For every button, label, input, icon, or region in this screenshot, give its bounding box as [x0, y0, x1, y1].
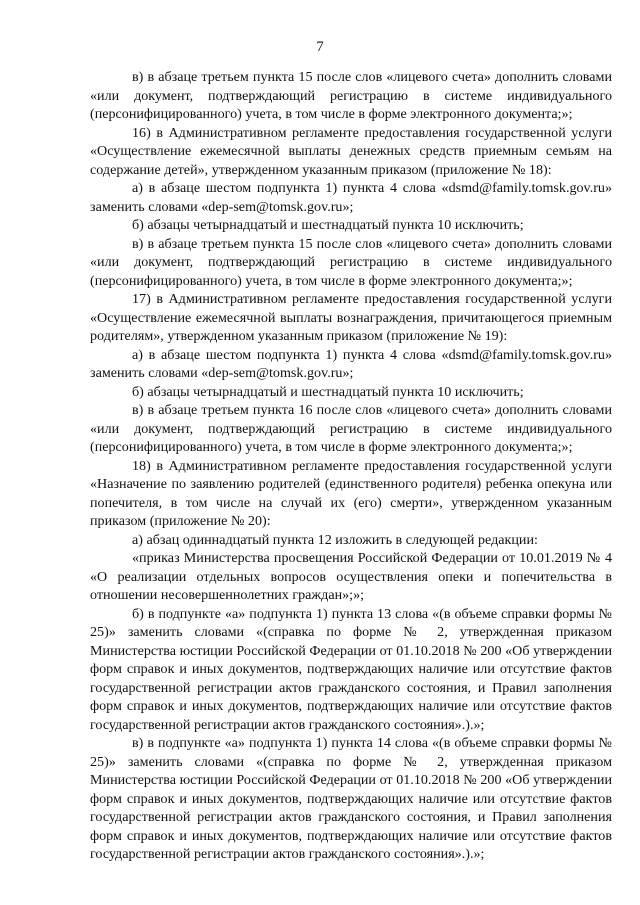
paragraph-17-b: б) абзацы четырнадцатый и шестнадцатый пункта 10 исключить;: [132, 383, 524, 400]
paragraph-16-a: а) в абзаце шестом подпункта 1) пункта 4 слова «dsmd@family.tomsk.gov.ru» заменить словами «dep-sem@tomsk.gov.ru»;: [90, 180, 612, 215]
paragraph-15-v: в) в абзаце третьем пункта 15 после слов «лицевого счета» дополнить словами «или документ, подтверждающий регистрацию в системе индивидуального (персонифицированного) учета, в том числе в форме электронного документа;»;: [90, 69, 612, 122]
paragraph-16-v: в) в абзаце третьем пункта 15 после слов «лицевого счета» дополнить словами «или документ, подтверждающий регистрацию в системе индивидуального (персонифицированного) учета, в том числе в форме электронного документа;»;: [90, 235, 612, 289]
document-body: [90, 68, 612, 864]
paragraph-17-v: в) в абзаце третьем пункта 16 после слов «лицевого счета» дополнить словами «или документ, подтверждающий регистрацию в системе индивидуального (персонифицированного) учета, в том числе в форме электронного документа;»;: [90, 402, 612, 455]
paragraph-18: 18) в Административном регламенте предоставления государственной услуги «Назначение по заявлению родителей (единственного родителя) ребенка опекуна или попечителя, в том числе на случай их (его) смерти», утвержденном указанным приказом (приложение № 20):: [90, 457, 612, 529]
paragraph-16-b: б) абзацы четырнадцатый и шестнадцатый пункта 10 исключить;: [132, 217, 524, 233]
paragraph-18-a: а) абзац одиннадцатый пункта 12 изложить в следующей редакции:: [132, 531, 538, 548]
paragraph-17-a: а) в абзаце шестом подпункта 1) пункта 4 слова «dsmd@family.tomsk.gov.ru» заменить словами «dep-sem@tomsk.gov.ru»;: [90, 346, 612, 381]
paragraph-18-b: б) в подпункте «а» подпункта 1) пункта 13 слова «(в объеме справки формы № 25)» заменить словами «(справка по форме № 2, утвержденная приказом Министерства юстиции Российской Федерации от 01.10.2018 № 200 «Об утверждении форм справок и иных документов, подтверждающих наличие или отсутствие фактов государственной регистрации актов гражданского состояния, и Правил заполнения форм справок и иных документов, подтверждающих наличие или отсутствие фактов государственной регистрации актов гражданского состояния».).»;: [90, 605, 612, 733]
paragraph-16: 16) в Административном регламенте предоставления государственной услуги «Осуществление ежемесячной выплаты денежных средств приемным семьям на содержание детей», утвержденном указанным приказом (приложение № 18):: [90, 124, 612, 178]
paragraph-18-a-quote: «приказ Министерства просвещения Российской Федерации от 10.01.2019 № 4 «О реализации отдельных вопросов осуществления опеки и попечительства в отношении несовершеннолетних граждан»;»;: [90, 550, 612, 603]
paragraph-18-v: в) в подпункте «а» подпункта 1) пункта 14 слова «(в объеме справки формы № 25)» заменить словами «(справка по форме № 2, утвержденная приказом Министерства юстиции Российской Федерации от 01.10.2018 № 200 «Об утверждении форм справок и иных документов, подтверждающих наличие или отсутствие фактов государственной регистрации актов гражданского состояния, и Правил заполнения форм справок и иных документов, подтверждающих наличие или отсутствие фактов государственной регистрации актов гражданского состояния».).»;: [90, 735, 612, 862]
paragraph-17: 17) в Административном регламенте предоставления государственной услуги «Осуществление ежемесячной выплаты вознаграждения, причитающегося приемным родителям», утвержденном указанным приказом (приложение № 19):: [90, 291, 612, 344]
page-number: 7: [316, 39, 324, 55]
